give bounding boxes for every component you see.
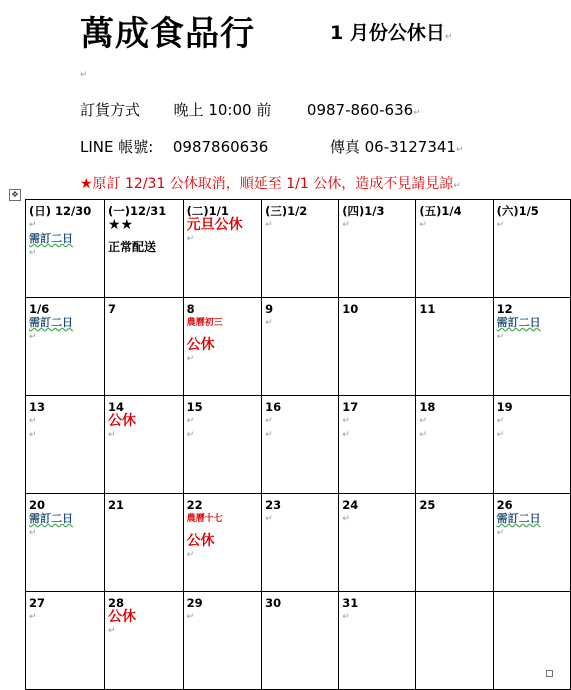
order-ahead-note: 需訂二日: [496, 316, 541, 329]
paragraph-mark: ↵: [265, 430, 273, 440]
calendar-day-cell: [493, 298, 570, 396]
paragraph-mark: ↵: [444, 32, 453, 42]
paragraph-mark: ↵: [419, 416, 427, 426]
day-date: 21: [108, 498, 125, 512]
calendar-day-cell: [26, 592, 105, 690]
paragraph-mark: ↵: [342, 612, 350, 622]
day-date: 15: [186, 400, 203, 414]
day-date: 27: [29, 596, 46, 610]
page-title: [330, 18, 452, 45]
calendar-day-cell: [493, 396, 570, 494]
order-ahead-note: 需訂二日: [29, 232, 73, 245]
company-name: 萬成食品行: [80, 14, 255, 54]
paragraph-mark: ↵: [186, 612, 195, 622]
notice-content: ★原訂 12/31 公休取消，順延至 1/1 公休，造成不見請見諒: [80, 176, 454, 192]
day-date: 7: [108, 302, 117, 316]
lunar-date: 農曆十七: [186, 514, 223, 524]
calendar-day-cell: [183, 298, 261, 396]
calendar-day-cell: [493, 494, 570, 592]
paragraph-mark: ↵: [186, 550, 195, 560]
paragraph-mark: ↵: [29, 220, 37, 230]
day-date: (四)1/3: [342, 204, 385, 218]
paragraph-mark: ↵: [496, 332, 505, 342]
paragraph-mark: ↵: [186, 354, 195, 364]
move-handle-icon[interactable]: ✥: [9, 189, 21, 201]
paragraph-mark: ↵: [29, 612, 37, 622]
calendar-day-cell: [262, 592, 339, 690]
day-date: 19: [496, 400, 513, 414]
holiday-label: 公休: [186, 337, 215, 353]
calendar-week-row: [26, 298, 571, 396]
calendar-day-cell: [183, 592, 261, 690]
day-date: 18: [419, 400, 436, 414]
order-phone: 0987-860-636: [306, 101, 414, 119]
paragraph-mark: ↵: [80, 70, 88, 80]
calendar-day-cell: [493, 200, 570, 298]
day-date: 26: [496, 498, 513, 512]
day-date: 10: [342, 302, 359, 316]
day-date: 17: [342, 400, 359, 414]
calendar-grid: [25, 199, 571, 690]
day-date: 12: [496, 302, 513, 316]
paragraph-mark: ↵: [265, 514, 273, 524]
calendar-week-row: [26, 592, 571, 690]
paragraph-mark: ↵: [342, 430, 350, 440]
paragraph-mark: ↵: [29, 248, 37, 258]
day-date: 13: [29, 400, 46, 414]
calendar-day-cell: [339, 298, 416, 396]
paragraph-mark: ↵: [453, 181, 461, 191]
paragraph-mark: ↵: [419, 220, 427, 230]
calendar-day-cell: [416, 200, 493, 298]
day-date: 25: [419, 498, 436, 512]
calendar-day-cell: [183, 396, 261, 494]
paragraph-mark: ↵: [29, 528, 37, 538]
paragraph-mark: ↵: [29, 416, 37, 426]
contact-info-line: [80, 136, 464, 157]
calendar-day-cell: [183, 494, 261, 592]
day-date: (日) 12/30: [29, 204, 92, 218]
calendar-table: [25, 199, 571, 690]
day-date: 20: [29, 498, 46, 512]
line-id-label: LINE 帳號:: [80, 138, 154, 156]
day-date: [497, 596, 567, 610]
paragraph-mark: ↵: [496, 430, 505, 440]
day-date: (一)12/31: [108, 204, 167, 218]
line-id-value: 0987860636: [172, 138, 269, 156]
calendar-day-cell: [339, 592, 416, 690]
calendar-day-cell: [262, 298, 339, 396]
holiday-label: 元旦公休: [186, 217, 243, 233]
calendar-day-cell: [105, 298, 184, 396]
holiday-label: 公休: [108, 413, 136, 429]
calendar-day-cell: [262, 200, 339, 298]
calendar-day-cell: [26, 200, 105, 298]
paragraph-mark: ↵: [29, 332, 37, 342]
calendar-day-cell: [26, 494, 105, 592]
calendar-day-cell: [26, 396, 105, 494]
day-date: 22: [186, 498, 203, 512]
day-date: 11: [419, 302, 436, 316]
paragraph-mark: ↵: [265, 318, 273, 328]
notice-text: [80, 173, 461, 193]
calendar-week-row: [26, 200, 571, 298]
day-date: 8: [186, 302, 195, 316]
calendar-day-cell: [339, 494, 416, 592]
order-ahead-note: 需訂二日: [496, 512, 541, 525]
paragraph-mark: ↵: [496, 220, 505, 230]
day-date: (三)1/2: [265, 204, 308, 218]
calendar-week-row: [26, 396, 571, 494]
paragraph-mark: ↵: [265, 416, 273, 426]
calendar-day-cell: [105, 494, 184, 592]
paragraph-mark: ↵: [108, 626, 116, 636]
calendar-day-cell: [493, 592, 570, 690]
paragraph-mark: ↵: [342, 416, 350, 426]
lunar-date: 農曆初三: [186, 318, 223, 328]
delivery-note: 正常配送: [108, 240, 157, 254]
day-date: 16: [265, 400, 282, 414]
calendar-day-cell: [105, 592, 184, 690]
paragraph-mark: ↵: [265, 220, 273, 230]
paragraph-mark: ↵: [29, 430, 37, 440]
day-date: 29: [186, 596, 203, 610]
page-title-text: 1 月份公休日: [330, 22, 445, 44]
paragraph-mark: ↵: [413, 108, 421, 118]
calendar-day-cell: [262, 494, 339, 592]
paragraph-mark: ↵: [342, 220, 350, 230]
calendar-day-cell: [26, 298, 105, 396]
day-date: (五)1/4: [419, 204, 462, 218]
calendar-day-cell: [339, 200, 416, 298]
calendar-day-cell: [416, 396, 493, 494]
day-date: 24: [342, 498, 359, 512]
fax-number: 傳真 06-3127341: [329, 138, 456, 156]
order-info-line: [80, 99, 421, 120]
day-date: 14: [108, 400, 125, 414]
order-time: 晚上 10:00 前: [173, 101, 272, 119]
calendar-day-cell: [416, 592, 493, 690]
calendar-day-cell: [183, 200, 261, 298]
paragraph-mark: ↵: [496, 528, 505, 538]
order-method-label: 訂貨方式: [80, 101, 141, 119]
calendar-day-cell: [105, 200, 184, 298]
day-date: [419, 596, 489, 610]
paragraph-mark: ↵: [419, 430, 427, 440]
day-date: 9: [265, 302, 274, 316]
paragraph-mark: ↵: [342, 514, 350, 524]
paragraph-mark: ↵: [108, 430, 116, 440]
calendar-day-cell: [339, 396, 416, 494]
day-date: 31: [342, 596, 359, 610]
day-date: 23: [265, 498, 282, 512]
day-date: 28: [108, 596, 125, 610]
paragraph-mark: ↵: [186, 416, 195, 426]
paragraph-mark: ↵: [455, 145, 464, 155]
paragraph-mark: ↵: [186, 234, 195, 244]
resize-handle[interactable]: [546, 670, 553, 677]
calendar-day-cell: [105, 396, 184, 494]
day-date: 1/6: [29, 302, 50, 316]
day-date: (二)1/1: [186, 204, 229, 218]
calendar-day-cell: [262, 396, 339, 494]
calendar-week-row: [26, 494, 571, 592]
day-date: (六)1/5: [496, 204, 539, 218]
calendar-day-cell: [416, 494, 493, 592]
order-ahead-note: 需訂二日: [29, 512, 73, 525]
calendar-day-cell: [416, 298, 493, 396]
order-ahead-note: 需訂二日: [29, 316, 73, 329]
paragraph-mark: ↵: [186, 430, 195, 440]
holiday-label: 公休: [186, 533, 215, 549]
paragraph-mark: ↵: [496, 416, 505, 426]
holiday-label: 公休: [108, 609, 136, 625]
star-marks: ★★: [108, 217, 134, 233]
day-date: 30: [265, 596, 282, 610]
